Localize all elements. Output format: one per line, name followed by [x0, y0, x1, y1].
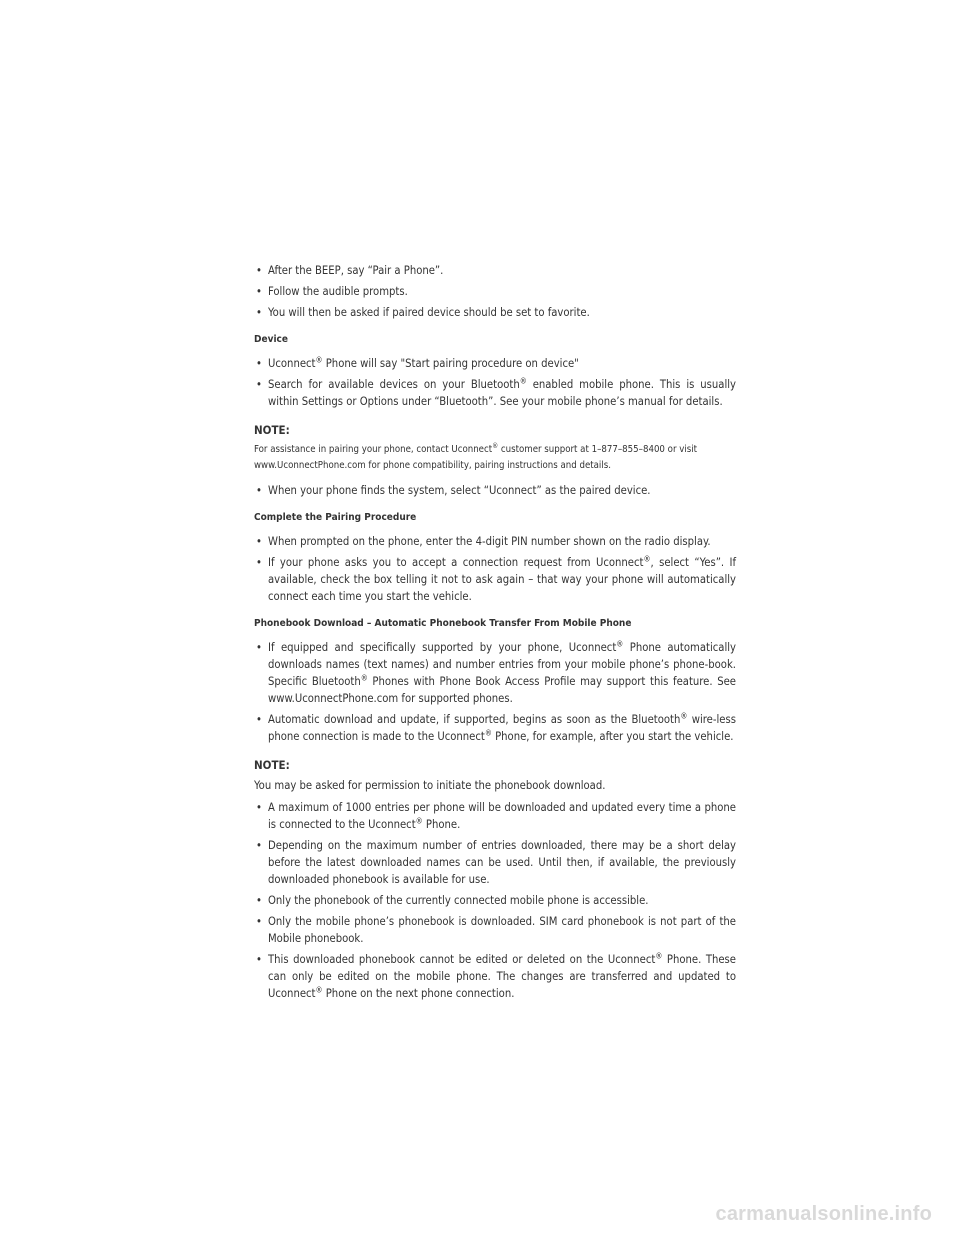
- note-title: NOTE:: [254, 758, 290, 772]
- list-item: • Uconnect® Phone will say "Start pairing procedure on device": [254, 355, 736, 372]
- phonebook-details-list: [254, 799, 736, 1002]
- device-list: [254, 355, 736, 410]
- list-item: • This downloaded phonebook cannot be edited or deleted on the Uconnect® Phone. These can only be edited on the mobile phone. The changes are transferred and updated to Uconnect® Phone on the next phone connection.: [254, 951, 736, 1002]
- phonebook-heading: Phonebook Download – Automatic Phonebook Transfer From Mobile Phone: [254, 618, 632, 629]
- complete-pairing-heading: Complete the Pairing Procedure: [254, 512, 417, 523]
- list-item: • Follow the audible prompts.: [254, 283, 736, 300]
- complete-pairing-list: [254, 533, 736, 605]
- list-item: • When prompted on the phone, enter the 4-digit PIN number shown on the radio display.: [254, 533, 736, 550]
- list-item: • Search for available devices on your Bluetooth® enabled mobile phone. This is usually within Settings or Options under “Bluetooth”. See your mobile phone’s manual for details.: [254, 376, 736, 410]
- watermark: carmanualsonline.info: [715, 1203, 932, 1225]
- list-item: • When your phone finds the system, select “Uconnect” as the paired device.: [254, 482, 736, 499]
- note-title: NOTE:: [254, 423, 290, 437]
- phonebook-list: [254, 639, 736, 745]
- list-item: • Depending on the maximum number of entries downloaded, there may be a short delay before the latest downloaded names can be used. Until then, if available, the previously downloaded phonebook is available for use.: [254, 837, 736, 888]
- device-heading: Device: [254, 334, 288, 345]
- list-item: • If equipped and specifically supported by your phone, Uconnect® Phone automatically downloads names (text names) and number entries from your mobile phone’s phone-book. Specific Bluetooth® Phones with Phone Book Access Profile may support this feature. See www.UconnectPhone.com for supported phones.: [254, 639, 736, 707]
- list-item: • A maximum of 1000 entries per phone will be downloaded and updated every time a phone is connected to the Uconnect® Phone.: [254, 799, 736, 833]
- note-text: You may be asked for permission to initiate the phonebook download.: [254, 779, 606, 792]
- list-item: • Only the mobile phone’s phonebook is downloaded. SIM card phonebook is not part of the Mobile phonebook.: [254, 913, 736, 947]
- list-item: • You will then be asked if paired device should be set to favorite.: [254, 304, 736, 321]
- list-item: • If your phone asks you to accept a connection request from Uconnect®, select “Yes”. If available, check the box telling it not to ask again – that way your phone will automatically connect each time you start the vehicle.: [254, 554, 736, 605]
- intro-list: [254, 262, 736, 321]
- list-item: • Automatic download and update, if supported, begins as soon as the Bluetooth® wire-less phone connection is made to the Uconnect® Phone, for example, after you start the vehicle.: [254, 711, 736, 745]
- note-text: For assistance in pairing your phone, contact Uconnect® customer support at 1–877–855–8400 or visit www.UconnectPhone.com for phone compatibility, pairing instructions and details.: [254, 441, 698, 471]
- list-item: • After the BEEP, say “Pair a Phone”.: [254, 262, 736, 279]
- page-content: [254, 262, 736, 1006]
- after-note-list: [254, 482, 736, 499]
- list-item: • Only the phonebook of the currently connected mobile phone is accessible.: [254, 892, 736, 909]
